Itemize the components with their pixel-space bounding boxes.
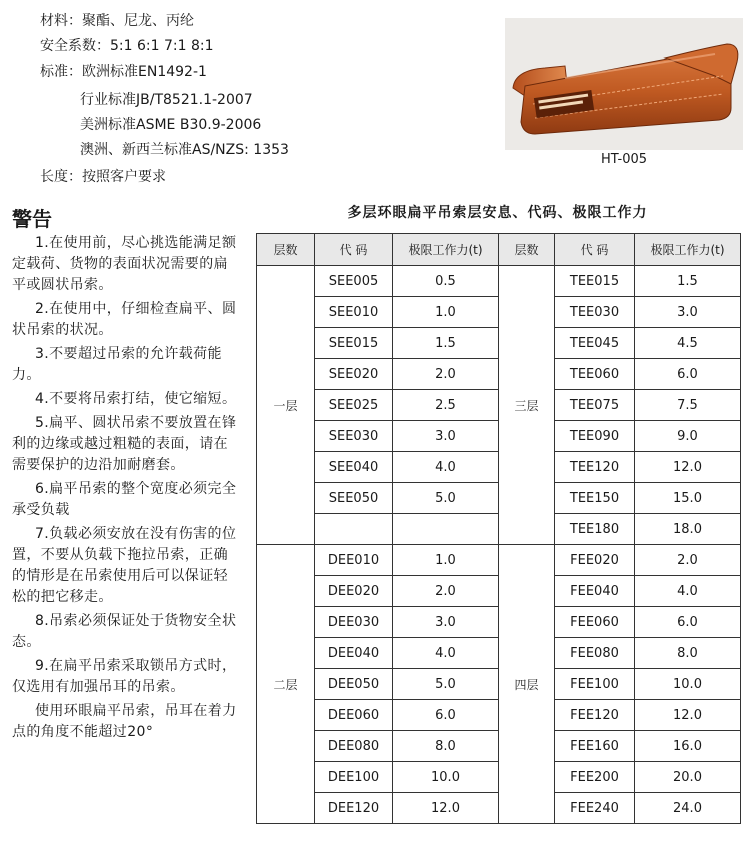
code-cell: TEE060	[555, 359, 635, 390]
code-cell: DEE010	[315, 545, 393, 576]
wll-cell: 2.5	[393, 390, 499, 421]
code-cell: DEE020	[315, 576, 393, 607]
code-cell: DEE040	[315, 638, 393, 669]
code-cell: FEE120	[555, 700, 635, 731]
wll-cell: 2.0	[393, 576, 499, 607]
header-wll: 极限工作力(t)	[393, 234, 499, 266]
wll-cell: 15.0	[635, 483, 741, 514]
warning-item-8: 8.吊索必须保证处于货物安全状态。	[12, 613, 237, 650]
wll-cell: 10.0	[393, 762, 499, 793]
code-cell: SEE050	[315, 483, 393, 514]
wll-cell: 12.0	[393, 793, 499, 824]
header-wll-2: 极限工作力(t)	[635, 234, 741, 266]
code-cell: DEE080	[315, 731, 393, 762]
wll-cell: 16.0	[635, 731, 741, 762]
table-row	[257, 266, 741, 297]
wll-cell: 3.0	[393, 421, 499, 452]
wll-cell: 4.5	[635, 328, 741, 359]
warning-list	[12, 233, 240, 743]
sling-load-table	[256, 233, 741, 824]
wll-cell: 12.0	[635, 700, 741, 731]
code-cell: FEE060	[555, 607, 635, 638]
wll-cell: 0.5	[393, 266, 499, 297]
code-cell: SEE025	[315, 390, 393, 421]
wll-cell: 1.0	[393, 545, 499, 576]
code-cell: DEE120	[315, 793, 393, 824]
standard-nzs: 澳洲、新西兰标准AS/NZS: 1353	[80, 142, 289, 158]
layer-label-four: 四层	[499, 545, 555, 824]
code-cell	[315, 514, 393, 545]
code-cell: SEE010	[315, 297, 393, 328]
code-cell: FEE100	[555, 669, 635, 700]
wll-cell: 24.0	[635, 793, 741, 824]
code-cell: TEE180	[555, 514, 635, 545]
table-body	[257, 266, 741, 824]
code-cell: DEE050	[315, 669, 393, 700]
wll-cell: 8.0	[393, 731, 499, 762]
wll-cell: 12.0	[635, 452, 741, 483]
wll-cell: 1.5	[393, 328, 499, 359]
wll-cell: 10.0	[635, 669, 741, 700]
code-cell: TEE150	[555, 483, 635, 514]
code-cell: TEE090	[555, 421, 635, 452]
code-cell: FEE160	[555, 731, 635, 762]
warning-item-7: 7.负载必须安放在没有伤害的位置，不要从负载下拖拉吊索，正确的情形是在吊索使用后可以保证轻松的把它移走。	[12, 526, 237, 605]
code-cell: TEE120	[555, 452, 635, 483]
code-cell: SEE020	[315, 359, 393, 390]
header-code-2: 代 码	[555, 234, 635, 266]
code-cell: SEE005	[315, 266, 393, 297]
code-cell: FEE200	[555, 762, 635, 793]
product-photo	[505, 18, 743, 150]
warning-item-3: 3.不要超过吊索的允许载荷能力。	[12, 346, 222, 383]
wll-cell: 6.0	[635, 607, 741, 638]
wll-cell: 8.0	[635, 638, 741, 669]
code-cell: FEE080	[555, 638, 635, 669]
wll-cell: 5.0	[393, 483, 499, 514]
code-cell: DEE100	[315, 762, 393, 793]
safety-factor-spec: 安全系数：5:1 6:1 7:1 8:1	[40, 38, 214, 54]
warning-item-5: 5.扁平、圆状吊索不要放置在锋利的边缘或越过粗糙的表面，请在需要保护的边沿加耐磨套。	[12, 415, 237, 473]
layer-label-three: 三层	[499, 266, 555, 545]
header-layers-2: 层数	[499, 234, 555, 266]
code-cell: DEE060	[315, 700, 393, 731]
code-cell: TEE030	[555, 297, 635, 328]
header-layers: 层数	[257, 234, 315, 266]
wll-cell: 2.0	[393, 359, 499, 390]
wll-cell: 2.0	[635, 545, 741, 576]
sling-illustration	[505, 18, 743, 150]
code-cell: FEE240	[555, 793, 635, 824]
table-row	[257, 545, 741, 576]
material-spec: 材料：聚酯、尼龙、丙纶	[40, 13, 194, 29]
code-cell: SEE040	[315, 452, 393, 483]
warning-item-4: 4.不要将吊索打结，使它缩短。	[35, 391, 237, 407]
layer-label-two: 二层	[257, 545, 315, 824]
wll-cell: 4.0	[393, 452, 499, 483]
code-cell: FEE040	[555, 576, 635, 607]
standard-spec: 标准：欧洲标准EN1492-1	[40, 64, 207, 80]
code-cell: SEE015	[315, 328, 393, 359]
standard-jb: 行业标准JB/T8521.1-2007	[80, 92, 253, 108]
layer-label-one: 一层	[257, 266, 315, 545]
length-spec: 长度：按照客户要求	[40, 169, 166, 185]
table-title: 多层环眼扁平吊索层安息、代码、极限工作力	[347, 205, 648, 221]
code-cell: TEE045	[555, 328, 635, 359]
standard-asme: 美洲标准ASME B30.9-2006	[80, 117, 262, 133]
wll-cell: 9.0	[635, 421, 741, 452]
warning-item-10: 使用环眼扁平吊索，吊耳在着力点的角度不能超过20°	[12, 703, 237, 740]
code-cell: FEE020	[555, 545, 635, 576]
code-cell: DEE030	[315, 607, 393, 638]
warning-item-2: 2.在使用中，仔细检查扁平、圆状吊索的状况。	[12, 301, 237, 338]
wll-cell: 6.0	[393, 700, 499, 731]
warning-title: 警告	[12, 207, 52, 231]
table-header-row	[257, 234, 741, 266]
wll-cell: 6.0	[635, 359, 741, 390]
wll-cell: 3.0	[635, 297, 741, 328]
header-code: 代 码	[315, 234, 393, 266]
code-cell: TEE015	[555, 266, 635, 297]
wll-cell: 4.0	[393, 638, 499, 669]
product-caption: HT-005	[600, 152, 648, 167]
wll-cell	[393, 514, 499, 545]
wll-cell: 3.0	[393, 607, 499, 638]
warning-item-6: 6.扁平吊索的整个宽度必须完全承受负载	[12, 481, 237, 518]
wll-cell: 7.5	[635, 390, 741, 421]
code-cell: SEE030	[315, 421, 393, 452]
warning-item-1: 1.在使用前，尽心挑选能满足额定载荷、货物的表面状况需要的扁平或圆状吊索。	[12, 235, 237, 293]
wll-cell: 1.5	[635, 266, 741, 297]
wll-cell: 18.0	[635, 514, 741, 545]
wll-cell: 20.0	[635, 762, 741, 793]
wll-cell: 1.0	[393, 297, 499, 328]
warning-item-9: 9.在扁平吊索采取锁吊方式时，仅选用有加强吊耳的吊索。	[12, 658, 237, 695]
wll-cell: 5.0	[393, 669, 499, 700]
wll-cell: 4.0	[635, 576, 741, 607]
code-cell: TEE075	[555, 390, 635, 421]
